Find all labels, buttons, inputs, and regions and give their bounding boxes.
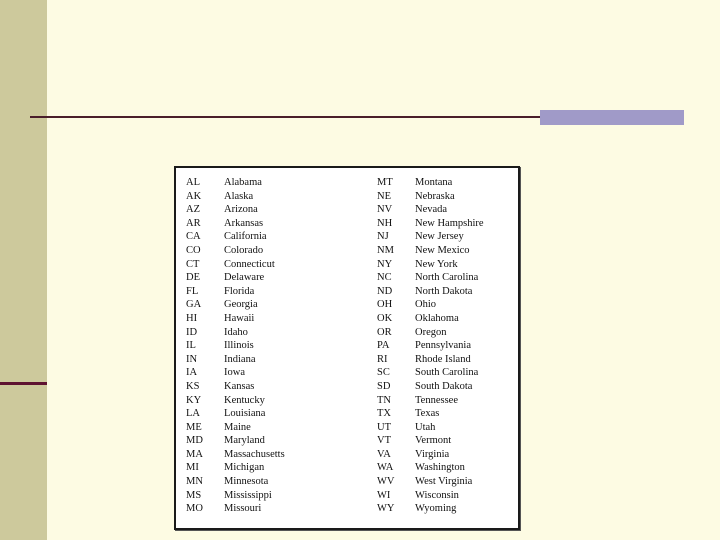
state-abbreviation: AK: [186, 190, 202, 202]
state-row: [377, 461, 484, 475]
state-row: [186, 475, 285, 489]
state-abbreviation: RI: [377, 353, 388, 365]
state-row: [186, 230, 285, 244]
state-name: Indiana: [224, 353, 256, 365]
state-name: Vermont: [415, 435, 452, 447]
state-name: Iowa: [224, 367, 245, 379]
state-abbreviation: TN: [377, 394, 391, 406]
state-abbreviation: FL: [186, 285, 199, 297]
state-abbreviation: MD: [186, 435, 203, 447]
state-name: Massachusetts: [224, 448, 285, 460]
state-row: [186, 366, 285, 380]
divider-accent-block: [540, 110, 684, 125]
side-bar-accent: [0, 382, 47, 385]
state-row: [377, 366, 484, 380]
state-abbreviation: ME: [186, 421, 202, 433]
state-abbreviation: AZ: [186, 204, 200, 216]
state-abbreviation: VA: [377, 448, 391, 460]
state-row: [377, 448, 484, 462]
state-abbreviation: MT: [377, 177, 393, 188]
state-abbreviation: WY: [377, 503, 395, 515]
state-name: North Carolina: [415, 272, 479, 284]
state-name: Washington: [415, 462, 465, 474]
state-name: Hawaii: [224, 312, 255, 324]
state-name: Arkansas: [224, 217, 264, 229]
state-row: [377, 353, 484, 367]
state-row: [186, 434, 285, 448]
state-abbreviation: MS: [186, 489, 202, 501]
state-abbreviation: GA: [186, 299, 202, 311]
state-row: [377, 475, 484, 489]
state-row: [377, 312, 484, 326]
state-row: [186, 312, 285, 326]
state-abbreviation: MA: [186, 448, 203, 460]
state-name: Colorado: [224, 244, 264, 256]
state-row: [377, 217, 484, 231]
state-row: [377, 244, 484, 258]
state-abbreviation: CA: [186, 231, 201, 243]
state-abbreviation: ID: [186, 326, 198, 338]
title-divider-line: [30, 116, 540, 118]
state-name: Maine: [224, 421, 251, 433]
state-name: Alabama: [224, 177, 262, 188]
state-row: [186, 380, 285, 394]
state-abbreviation: PA: [377, 340, 390, 352]
state-abbreviation: TX: [377, 408, 391, 420]
state-abbreviation: NV: [377, 204, 393, 216]
state-name: Nevada: [415, 204, 448, 216]
state-name: New Jersey: [415, 231, 464, 243]
state-row: [377, 380, 484, 394]
state-name: Oregon: [415, 326, 447, 338]
state-row: [377, 271, 484, 285]
state-row: [377, 190, 484, 204]
state-row: [377, 394, 484, 408]
state-abbreviation: SC: [377, 367, 390, 379]
state-abbreviation: NH: [377, 217, 393, 229]
state-row: [377, 421, 484, 435]
state-row: [377, 502, 484, 516]
state-name: Tennessee: [415, 394, 458, 406]
state-abbreviation: MI: [186, 462, 199, 474]
state-row: [377, 407, 484, 421]
state-abbreviation: DE: [186, 272, 200, 284]
state-abbreviation: AR: [186, 217, 201, 229]
state-name: South Carolina: [415, 367, 479, 379]
state-abbreviation: NY: [377, 258, 393, 270]
state-name: Maryland: [224, 435, 265, 447]
state-name: Idaho: [224, 326, 248, 338]
slide-side-bar: [0, 0, 47, 540]
state-row: [186, 339, 285, 353]
state-name: Minnesota: [224, 476, 269, 488]
state-name: Delaware: [224, 272, 265, 284]
state-name: Utah: [415, 421, 436, 433]
state-abbreviation: UT: [377, 421, 391, 433]
state-abbreviation: OH: [377, 299, 393, 311]
state-abbreviation: WA: [377, 462, 394, 474]
state-row: [377, 176, 484, 190]
state-abbreviation: VT: [377, 435, 391, 447]
state-name: Oklahoma: [415, 312, 459, 324]
state-row: [377, 285, 484, 299]
state-name: Missouri: [224, 503, 262, 515]
state-abbreviation: MO: [186, 503, 203, 515]
state-row: [186, 176, 285, 190]
state-row: [186, 326, 285, 340]
state-abbreviation: ND: [377, 285, 393, 297]
state-name: New Mexico: [415, 244, 470, 256]
state-name: Mississippi: [224, 489, 272, 501]
state-abbreviation: OR: [377, 326, 392, 338]
state-abbreviations-table: [174, 166, 520, 530]
state-name: Alaska: [224, 190, 254, 202]
state-abbreviation: NM: [377, 244, 394, 256]
state-name: West Virginia: [415, 476, 473, 488]
state-name: Arizona: [224, 204, 258, 216]
state-name: Wisconsin: [415, 489, 459, 501]
state-name: South Dakota: [415, 380, 473, 392]
state-name: Florida: [224, 285, 255, 297]
state-abbreviation: NE: [377, 190, 391, 202]
state-name: Michigan: [224, 462, 265, 474]
state-abbreviation: NJ: [377, 231, 389, 243]
state-name: New York: [415, 258, 458, 270]
state-row: [377, 258, 484, 272]
state-abbreviation: IA: [186, 367, 198, 379]
state-abbreviation: NC: [377, 272, 392, 284]
state-name: Wyoming: [415, 503, 457, 515]
state-name: Nebraska: [415, 190, 455, 202]
state-name: Montana: [415, 177, 453, 188]
state-abbreviation: MN: [186, 476, 203, 488]
state-name: Ohio: [415, 299, 436, 311]
state-abbreviation: LA: [186, 408, 200, 420]
state-name: Connecticut: [224, 258, 275, 270]
state-abbreviation: CO: [186, 244, 201, 256]
state-name: Kentucky: [224, 394, 265, 406]
state-name: New Hampshire: [415, 217, 484, 229]
state-row: [186, 217, 285, 231]
state-name: Illinois: [224, 340, 254, 352]
state-row: [186, 407, 285, 421]
states-column-right: [377, 176, 484, 516]
state-row: [186, 502, 285, 516]
state-abbreviation: OK: [377, 312, 393, 324]
state-abbreviation: HI: [186, 312, 198, 324]
state-abbreviation: WI: [377, 489, 391, 501]
state-row: [186, 244, 285, 258]
state-abbreviation: IL: [186, 340, 196, 352]
state-row: [377, 339, 484, 353]
state-abbreviation: AL: [186, 177, 200, 188]
state-name: North Dakota: [415, 285, 473, 297]
state-name: Pennsylvania: [415, 340, 471, 352]
state-row: [186, 461, 285, 475]
state-name: Kansas: [224, 380, 255, 392]
state-name: Virginia: [415, 448, 450, 460]
state-row: [186, 489, 285, 503]
state-row: [186, 190, 285, 204]
state-row: [186, 353, 285, 367]
state-abbreviation: KS: [186, 380, 200, 392]
state-name: Louisiana: [224, 408, 266, 420]
state-abbreviation: WV: [377, 476, 395, 488]
state-row: [186, 394, 285, 408]
state-row: [186, 448, 285, 462]
state-row: [186, 203, 285, 217]
state-abbreviation: KY: [186, 394, 202, 406]
state-row: [377, 230, 484, 244]
state-abbreviation: SD: [377, 380, 391, 392]
state-row: [377, 298, 484, 312]
state-row: [377, 326, 484, 340]
state-name: Rhode Island: [415, 353, 471, 365]
state-row: [186, 421, 285, 435]
state-row: [186, 298, 285, 312]
state-row: [377, 489, 484, 503]
state-row: [186, 285, 285, 299]
state-row: [186, 258, 285, 272]
state-abbreviation: IN: [186, 353, 198, 365]
state-name: Georgia: [224, 299, 258, 311]
state-row: [186, 271, 285, 285]
states-column-left: [186, 176, 285, 516]
state-row: [377, 434, 484, 448]
state-name: Texas: [415, 408, 440, 420]
state-name: California: [224, 231, 267, 243]
state-row: [377, 203, 484, 217]
state-abbreviation: CT: [186, 258, 200, 270]
